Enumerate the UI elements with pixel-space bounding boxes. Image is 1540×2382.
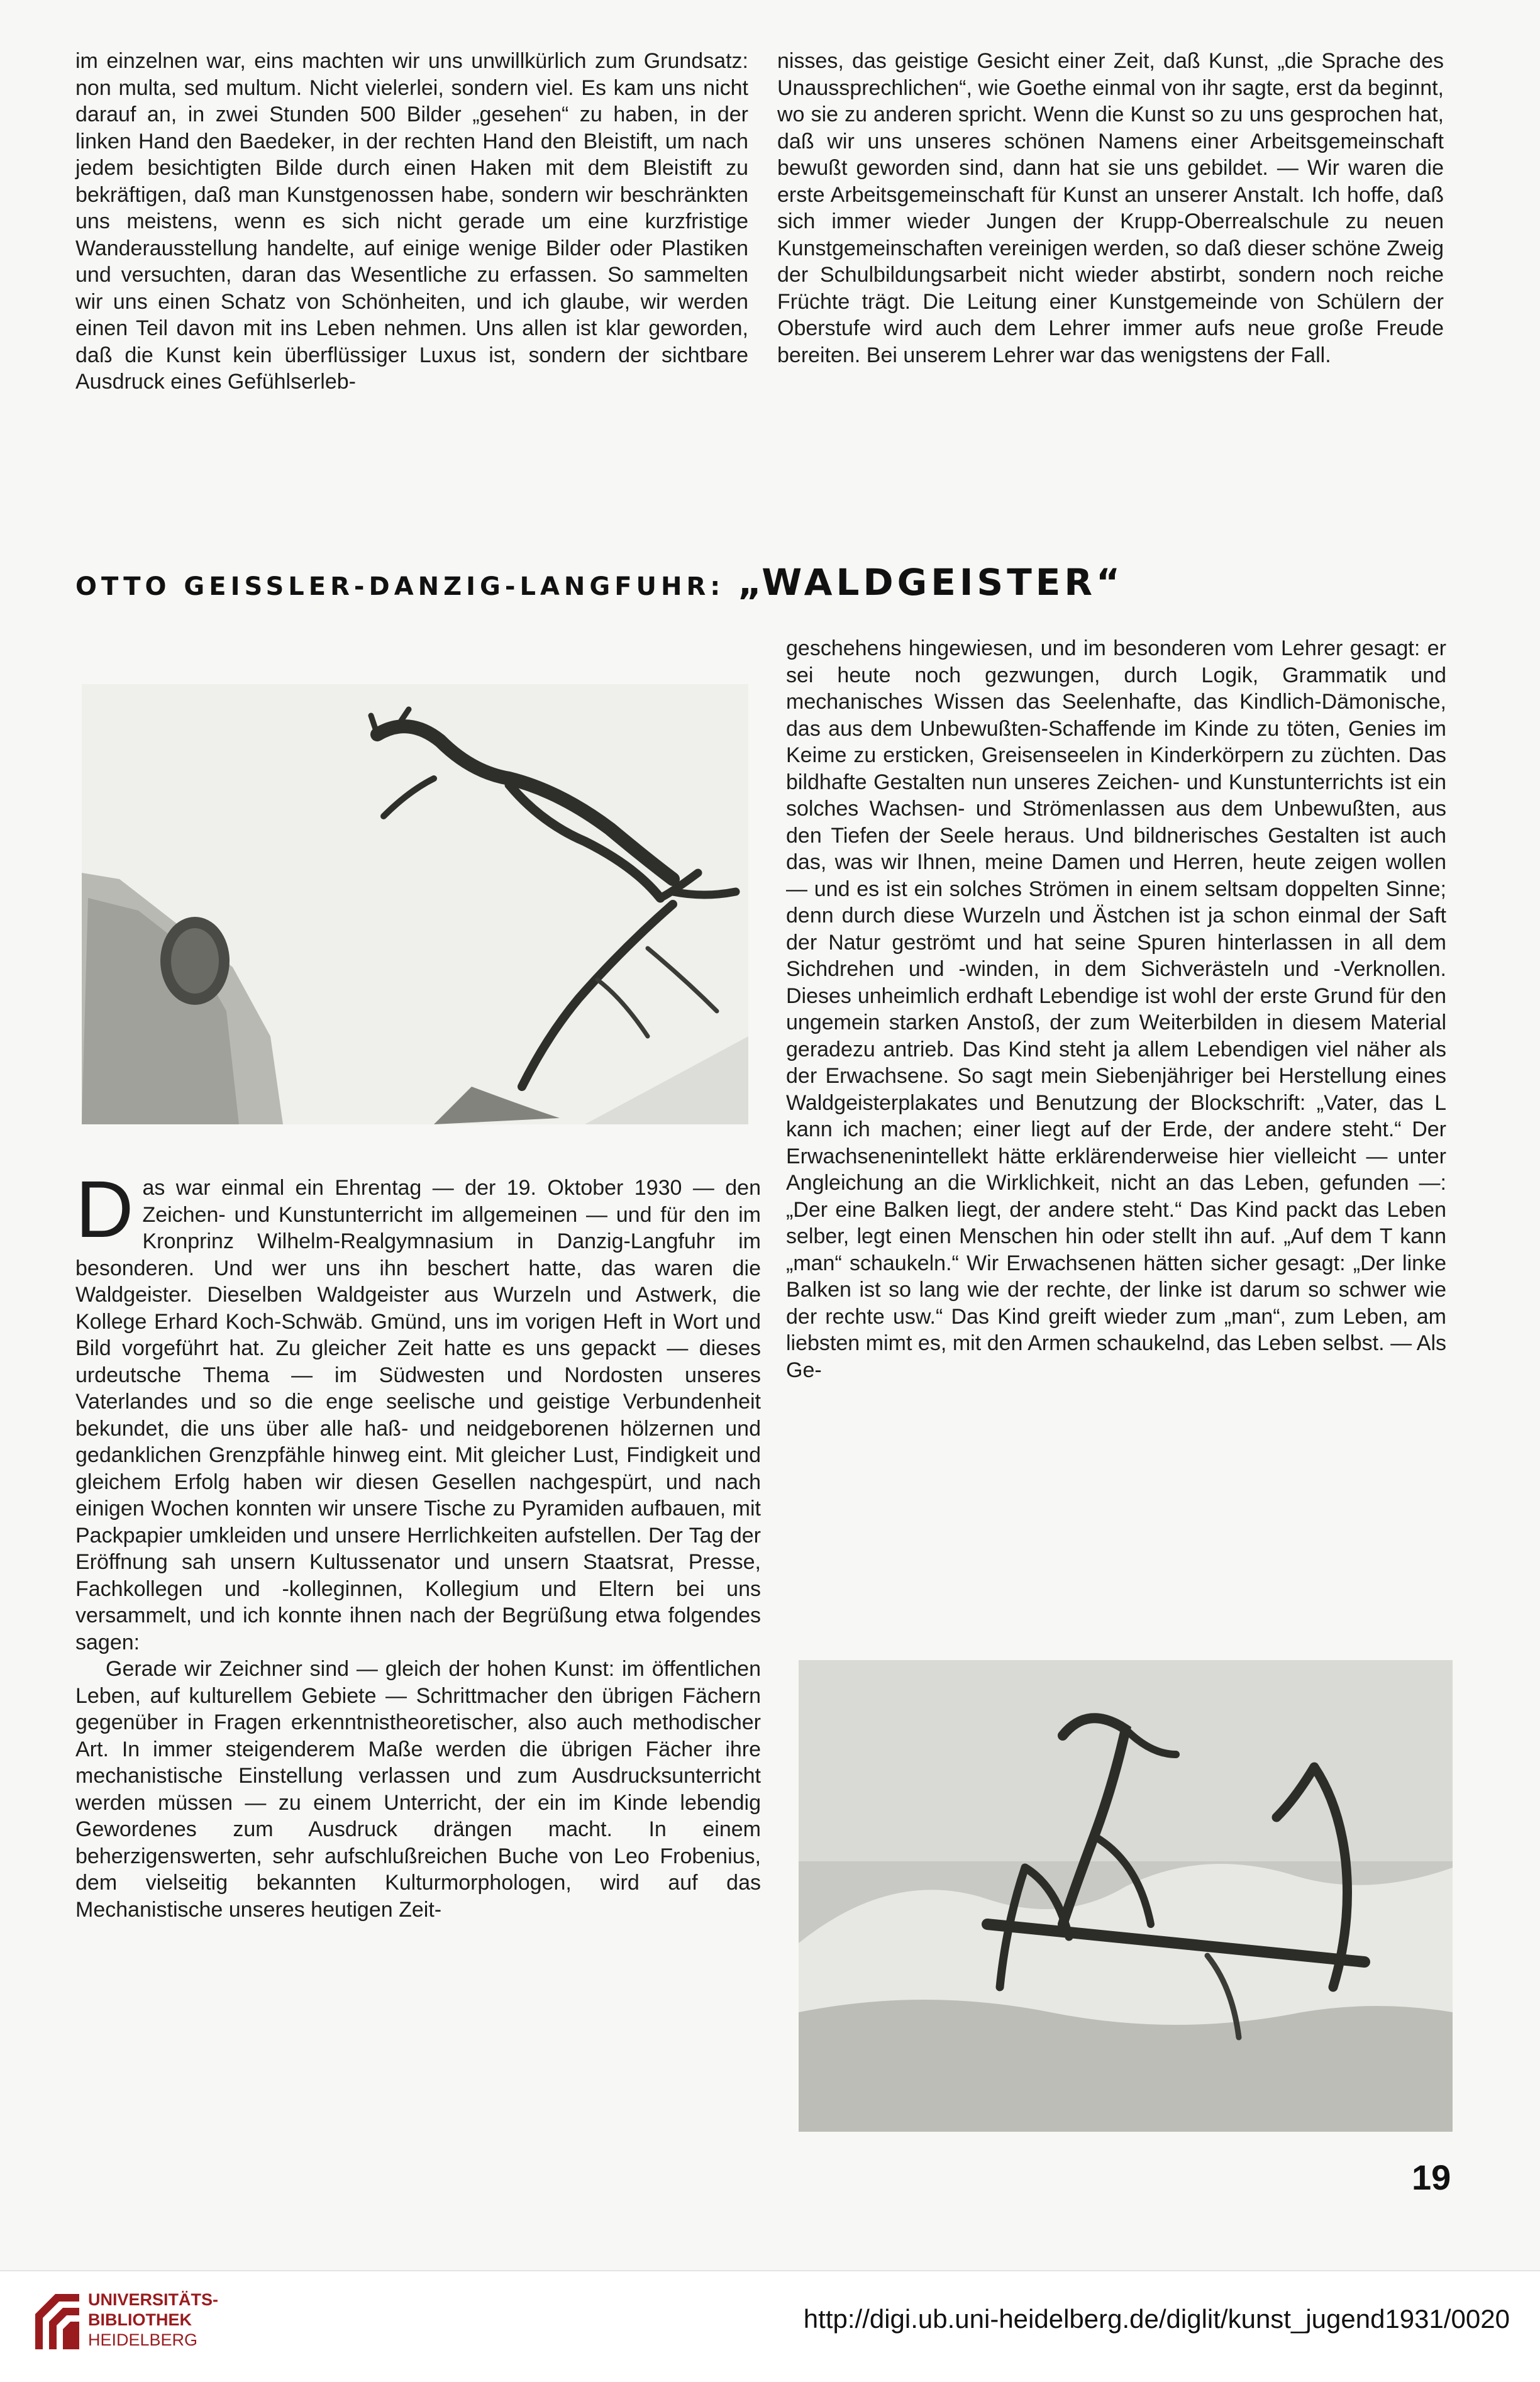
paragraph: nisses, das geistige Gesicht einer Zeit, daß Kunst, „die Sprache des Unaussprechlichen“, wie Goethe einmal von ihr sagte, erst da beginnt, wo sie zu anderen spricht. Wenn die Kunst so zu uns gesprochen hat, daß wir uns unseres schönen Namens einer Arbeitsgemeinschaft bewußt geworden sind, dann hat sie uns gebildet. — Wir waren die erste Arbeitsgemeinschaft für Kunst an unserer Anstalt. Ich hoffe, daß sich immer wieder Jungen der Krupp-Oberrealschule zu neuen Kunstgemeinschaften vereinigen werden, so daß dieser schöne Zweig der Schulbildungsarbeit nicht wieder abstirbt, sondern noch reiche Früchte trägt. Die Leitung einer Kunstgemeinde von Schülern der Oberstufe wird auch dem Lehrer immer aufs neue große Freude bereiten. Bei unserem Lehrer war das wenigstens der Fall.: [777, 49, 1444, 367]
logo-line: BIBLIOTHEK: [88, 2310, 192, 2329]
logo-line: UNIVERSITÄTS-: [88, 2290, 219, 2309]
paragraph: Gerade wir Zeichner sind — gleich der hohen Kunst: im öffentlichen Leben, auf kulturellem Gebiete — Schrittmacher den übrigen Fächern gegenüber in Fragen erkenntnistheoretischer, also auch methodischer Art. In immer steigenderem Maße werden die übrigen Fächer ihre mechanistische Einstellung verlassen und zum Ausdrucksunterricht werden müssen — zu einem Unterricht, der ein im Kinde lebendig Gewordenes zum Ausdruck drängen macht. In einem beherzigenswerten, sehr aufschlußreichen Buche von Leo Frobenius, dem vielseitig bekannten Kulturmorphologen, wird auf das Mechanistische unseres heutigen Zeit-: [75, 1657, 761, 1922]
source-url-link[interactable]: http://digi.ub.uni-heidelberg.de/diglit/kunst_jugend1931/0020: [803, 2304, 1510, 2334]
article-heading: [75, 561, 1459, 604]
paragraph: Das war einmal ein Ehrentag — der 19. Oktober 1930 — den Zeichen- und Kunstunterricht im allgemeinen — und für den im Kronprinz Wilhelm-Realgymnasium in Danzig-Langfuhr im besonderen. Und wer uns ihn beschert hatte, das waren die Waldgeister. Dieselben Waldgeister aus Wurzeln und Astwerk, die Kollege Erhard Koch-Schwäb. Gmünd, uns im vorigen Heft in Wort und Bild vorgeführt hat. Zu gleicher Zeit hatte es uns gepackt — dieses urdeutsche Thema — im Südwesten und Nordosten unseres Vaterlandes und so die enge seelische und geistige Verbundenheit bekundet, die uns über alle haß- und neidgeborenen hölzernen und gedanklichen Grenzpfähle hinweg eint. Mit gleicher Lust, Findigkeit und gleichem Erfolg haben wir diesen Gesellen nachgespürt, und nach einigen Wochen konnten wir unsere Tische zu Pyramiden aufbauen, mit Packpapier umkleiden und unsere Herrlichkeiten aufstellen. Der Tag der Eröffnung sah unsern Kultussenator und unsern Staatsrat, Presse, Fachkollegen und -kolleginnen, Kollegium und Eltern bei uns versammelt, und ich konnte ihnen nach der Begrüßung etwa folgendes sagen:: [75, 1165, 761, 1654]
text-column-top-left: [75, 48, 748, 396]
photo-root-sculptures: [799, 1660, 1453, 2132]
page-number: 19: [1412, 2158, 1451, 2197]
library-logo-text[interactable]: [88, 2290, 218, 2350]
text-column-bottom-right: [786, 635, 1446, 1383]
paragraph: geschehens hingewiesen, und im besonderen vom Lehrer gesagt: er sei heute noch gezwungen, durch Logik, Grammatik und mechanisches Wissen das Seelenhafte, das Kindlich-Dämonische, das aus dem Unbewußten-Schaffende im Kinde zu töten, Genies im Keime zu ersticken, Greisenseelen in Kinderkörpern zu züchten. Das bildhafte Gestalten nun unseres Zeichen- und Kunstunterrichts ist ein solches Wachsen- und Strömenlassen aus dem Unbewußten, aus den Tiefen der Seele heraus. Und bildnerisches Gestalten ist auch das, was wir Ihnen, meine Damen und Herren, heute zeigen wollen — und es ist ein solches Strömen in einem seltsam doppelten Sinne; denn durch diese Wurzeln und Ästchen ist ja schon einmal der Saft der Natur geströmt und hat seine Spuren hinterlassen in all dem Sichdrehen und -winden, in dem Sichverästeln und -Verknollen. Dieses unheimlich erdhaft Lebendige ist wohl der erste Grund für den ungemein starken Anstoß, der zum Weiterbilden in diesem Material geradezu antrieb. Das Kind steht ja allem Lebendigen viel näher als der Erwachsene. So sagt mein Siebenjähriger bei Herstellung eines Waldgeisterplakates und Benutzung der Blockschrift: „Vater, das L kann ich machen; einer liegt auf der Erde, der andere steht.“ Der Erwachsenenintellekt hätte erklärenderweise hier vielleicht — unter Angleichung an die Wirklichkeit, nicht an das Leben, gefunden —: „Der eine Balken liegt, der andere steht.“ Das Kind packt das Leben selber, legt einen Menschen hin oder stellt ihn auf. „Auf dem T kann „man“ schaukeln.“ Wir Erwachsenen hätten sicher gesagt: „Der linke Balken ist so lang wie der rechte, der linke ist darum so schwer wie der rechte usw.“ Das Kind greift wieder zum „man“, zum Leben, am liebsten mimt es, mit den Armen schaukelnd, das Leben selbst. — Als Ge-: [786, 636, 1446, 1382]
article-title: „WALDGEISTER“: [738, 561, 1124, 604]
library-logo-icon: [30, 2289, 84, 2354]
logo-line: HEIDELBERG: [88, 2330, 198, 2349]
paragraph: im einzelnen war, eins machten wir uns unwillkürlich zum Grundsatz: non multa, sed multum. Nicht vielerlei, sondern viel. Es kam uns nicht darauf an, in zwei Stunden 500 Bilder „gesehen“ zu haben, in der linken Hand den Baedeker, in der rechten Hand den Bleistift, um nach jedem besichtigten Bilde durch einen Haken mit dem Bleistift zu bekräftigen, daß man Kunstgenossen habe, sondern wir beschränkten uns meistens, wenn es sich nicht gerade um eine kurzfristige Wanderausstellung handelte, auf einige wenige Bilder oder Plastiken und versuchten, daran das Wesentliche zu erfassen. So sammelten wir uns einen Schatz von Schönheiten, und ich glaube, wir werden einen Teil davon mit ins Leben nehmen. Uns allen ist klar geworden, daß die Kunst kein überflüssiger Luxus ist, sondern der sichtbare Ausdruck eines Gefühlserleb-: [75, 49, 748, 394]
article-author: OTTO GEISSLER-DANZIG-LANGFUHR:: [75, 572, 738, 601]
text-column-bottom-left: [75, 1165, 761, 1923]
photo-forest-spirit-sculpture: [82, 684, 748, 1124]
text-column-top-right: [777, 48, 1444, 368]
